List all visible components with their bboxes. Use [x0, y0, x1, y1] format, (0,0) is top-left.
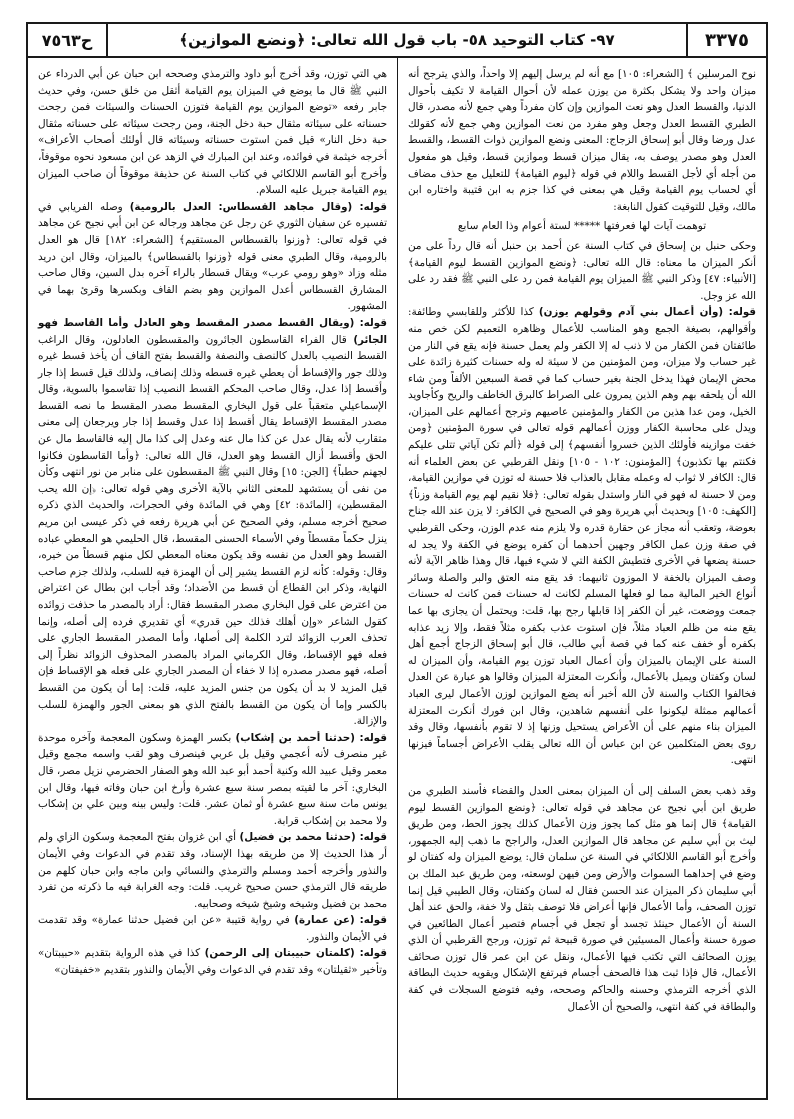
paragraph: أي ابن غزوان بفتح المعجمة وسكون الزاي ولم أر هذا الحديث إلا من طريقه بهذا الإسناد، وقد تقدم في الدعوات وفي الأيمان والنذور وأخرجه أحمد ومسلم والترمذي والنسائي وابن ماجه وابن حبان كلهم من طريقه قال الترمذي حسن صحيح غريب. قلت: وجه الغرابة فيه ما ذكرته من تفرد محمد بن فضيل وشيخه وشيخ شيخه وصحابيه. — [38, 831, 387, 910]
section-heading: قوله: (حدثنا أحمد بن إشكاب) — [235, 731, 387, 744]
paragraph: وصله الفريابي في تفسيره عن سفيان الثوري عن رجل عن مجاهد ورجاله عن ابن أبي نجيح عن مجاهد في قوله تعالى: ﴿وزنوا بالقسطاس المستقيم﴾ [الشعراء: ١٨٢] قال هو العدل بالرومية، وقال الطبري معنى قوله ﴿وزنوا بالقسطاس﴾ بالميزان، وقال ابن دريد مثله وزاد «وهو رومي عرب» ويقال قسطار بالراء آخره بدل السين، وقال صاحب المشارق القسطاس أعدل الموازين وهو بضم القاف وبكسرها وقرئ بهما في المشهور. — [38, 200, 388, 313]
left-column — [28, 58, 397, 1098]
paragraph: وقد ذهب بعض السلف إلى أن الميزان بمعنى العدل والقضاء فأسند الطبري من طريق ابن أبي نجيح عن مجاهد في قوله تعالى: ﴿ونضع الموازين القسط ليوم القيامة﴾ قال إنما هو مثل كما يجوز وزن الأعمال كذلك يجوز الحط، ومن طريق ليث بن أبي سليم عن مجاهد قال الموازين العدل، والراجح ما ذهب إليه الجمهور، وأخرج أبو القاسم اللالكائي في السنة عن سلمان قال: يوضع الميزان وله كفتان لو وضع في إحداهما السموات والأرض ومن فيهن لوسعته، ومن طريق عبد الملك بن أبي سليمان ذكر الميزان عند الحسن فقال له لسان وكفتان، وقال الطيبي قيل إنما توزن الصحف، وأما الأعمال فإنها أعراض فلا توصف بثقل ولا خفة، والحق عند أهل السنة أن الأعمال حينئذ تجسد أو تجعل في أجسام فتصير أعمال الطائعين في صورة حسنة وأعمال المسيئين في صورة قبيحة ثم توزن، ورجح القرطبي أن الذي يوزن الصحائف التي تكتب فيها الأعمال، ونقل عن ابن عمر قال توزن صحائف الأعمال، قال فإذا ثبت هذا فالصحف أجسام فيرتفع الإشكال ويقويه حديث البطاقة الذي أخرجه الترمذي وحسنه والحاكم وصححه، وفيه فتوضع السجلات في كفة والبطاقة في كفة انتهى، والصحيح أن الأعمال — [408, 784, 756, 1013]
paragraph: كذا للأكثر وللقابسي وطائفة: وأقوالهم، بصيغة الجمع وهو المناسب للأعمال وظاهره التعميم لكن خص منه طائفتان فمن الكفار من لا ذنب له إلا الكفر ولم يعمل حسنة فإنه يقع في النار من غير حساب ولا ميزان، ومن المؤمنين من لا سيئة له وله حسنات كثيرة زائدة على محض الإيمان فهذا يدخل الجنة بغير حساب كما في قصة السبعين الألفاً ومن شاء الله أن يلحقه بهم وهم الذين يمرون على الصراط كالبرق الخاطف والريح وكأجاويد الخيل، ومن عدا هذين من الكفار والمؤمنين عاصيهم وترجح أعمالهم على الميزان، ويدل على محاسبة الكفار ووزن أعمالهم قوله تعالى في سورة المؤمنين ﴿ومن خفت موازينه فأولئك الذين خسروا أنفسهم﴾ إلى قوله ﴿ألم تكن آياتي تتلى عليكم فكنتم بها تكذبون﴾ [المؤمنون: ١٠٢ - ١٠٥] ونقل القرطبي عن بعض العلماء أنه قال: الكافر لا ثواب له وعمله مقابل بالعذاب فلا حسنة له توزن في موازين القيامة، ومن لا حسنة له فهو في النار واستدل بقوله تعالى: ﴿فلا نقيم لهم يوم القيامة وزناً﴾ [الكهف: ١٠٥] وبحديث أبي هريرة وهو في الصحيح في الكافر: لا يزن عند الله جناح بعوضة، وتعقب أنه مجاز عن حقارة قدره ولا يلزم منه عدم الوزن، وحكى القرطبي في صفة وزن عمل الكافر وجهين أحدهما أن كفره يوضع في الكفة ولا يجد له حسنة يضعها في الأخرى فتطيش الكفة التي لا شيء فيها، قال وهذا ظاهر الآية لأنه وصف الميزان بالخفة لا الموزون ثانيهما: قد يقع منه العتق والبر والصلة وسائر أنواع الخير المالية مما لو فعلها المسلم لكانت له حسنات فمن كانت له حسنات جمعت ووضعت، غير أن الكفر إذا قابلها رجح بها، قلت: ويحتمل أن يجازى بها عما يقع منه من ظلم العباد مثلاً، فإن استوت عذب بكفره مثلاً فقط، وإلا زيد عذابه بكفره أو خفف عنه كما في قصة أبي طالب، قال أبو إسحاق الزجاج أجمع أهل السنة على الإيمان بالميزان وأن أعمال العباد توزن يوم القيامة، وأن الميزان له لسان وكفتان ويميل بالأعمال، وأنكرت المعتزلة الميزان وقالوا هو عبارة عن العدل فخالفوا الكتاب والسنة لأن الله أخبر أنه يضع الموازين لوزن الأعمال ليرى العباد أعمالهم ممثلة ليكونوا على أنفسهم شاهدين، وقال ابن فورك أنكرت المعتزلة الميزان بناء منهم على أن الأعراض يستحيل وزنها إذ لا تقوم بأنفسها، وقال وقد روى بعض المتكلمين عن ابن عباس أن الله تعالى يقلب الأعراض أجساماً فيزنها انتهى. — [408, 306, 756, 767]
right-column — [397, 58, 766, 1098]
hadith-reference: ح٧٥٦٣ — [28, 24, 108, 56]
paragraph: في رواية قتيبة «عن ابن فضيل حدثنا عمارة» وقد تقدمت في الأيمان والنذور. — [38, 914, 387, 943]
section-heading: قوله: (ويقال القسط مصدر المقسط وهو العادل وأما القاسط فهو الجائر) — [38, 316, 387, 346]
section-heading: قوله: (وأن أعمال بني آدم وقولهم يوزن) — [538, 306, 757, 319]
running-header — [28, 24, 766, 58]
page-number: ٣٣٧٥ — [686, 24, 766, 56]
spacer — [408, 769, 756, 783]
text-columns — [28, 58, 766, 1098]
section-heading: قوله: (كلمتان حبيبتان إلى الرحمن) — [204, 947, 387, 960]
section-heading: قوله: (وقال مجاهد القسطاس: العدل بالرومية) — [129, 200, 387, 213]
paragraph: كذا في هذه الرواية بتقديم «حبيبتان» وتأخير «ثقيلتان» وقد تقدم في الدعوات وفي الأيمان والنذور بتقديم «خفيفتان» — [38, 947, 387, 977]
chapter-title: ٩٧- كتاب التوحيد ٥٨- باب قول الله تعالى: ﴿ونضع الموازين﴾ — [179, 31, 615, 49]
page-frame — [26, 22, 768, 1100]
paragraph: نوح المرسلين ﴾ [الشعراء: ١٠٥] مع أنه لم يرسل إليهم إلا واحداً، والذي يترجح أنه ميزان واحد ولا يشكل بكثرة من يوزن عمله لأن أحوال القيامة لا تكيف بأحوال الدنيا، والقسط العدل وهو نعت الموازين وإن كان مفرداً وهي جمع لأنه مصدر، قال الطبري القسط العدل وجعل وهو مفرد من نعت الموازين وهي جمع لأنه كقولك عدل ورضا وقال أبو إسحاق الزجاج: المعنى ونضع الموازين ذوات القسط، والقسط العدل وهو مصدر يوصف به، يقال ميزان قسط وموازين قسط، وقيل هو مفعول من أجله أي لأجل القسط واللام في قوله ﴿ليوم القيامة﴾ للتعليل مع حذف مضاف أي لحساب يوم القيامة وقيل هي بمعنى في كذا جزم به ابن قتيبة واختاره ابن مالك، وقيل للتوقيت كقول النابغة: — [408, 68, 756, 213]
paragraph: هي التي توزن، وقد أخرج أبو داود والترمذي وصححه ابن حبان عن أبي الدرداء عن النبي ﷺ قال ما يوضع في الميزان يوم القيامة أثقل من خلق حسن، وفي حديث جابر رفعه «توضع الموازين يوم القيامة فتوزن الحسنات والسيئات فمن رجحت حسناته على سيئاته مثقال حبة دخل الجنة، ومن رجحت سيئاته على حسناته مثقال حبة دخل النار» قيل فمن استوت حسناته وسيئاته قال أولئك أصحاب الأعراف» أخرجه خيثمة في فوائده، وعند ابن المبارك في الزهد عن ابن مسعود نحوه موقوفاً، وأخرج أبو القاسم اللالكائي في كتاب السنة عن حذيفة موقوفاً أن صاحب الميزان يوم القيامة جبريل عليه السلام. — [38, 68, 387, 197]
poem-verse: توهمت آيات لها فعرفتها ***** لستة أعوام وذا العام سابع — [457, 220, 707, 233]
section-heading: قوله: (حدثنا محمد بن فضيل) — [239, 831, 387, 844]
paragraph: بكسر الهمزة وسكون المعجمة وآخره موحدة غير منصرف لأنه أعجمي وقيل بل عربي فينصرف وهو لقب واسمه مجمع وقيل معمر وقيل عبيد الله وكنية أحمد أبو عبد الله وهو الصفار الحضرمي نزيل مصر، قال البخاري: آخر ما لقيته بمصر سنة سبع عشرة وأرخ ابن حبان وفاته فيها، وقال ابن يونس مات سنة سبع عشرة أو ثمان عشر. قلت: وليس بينه وبين علي بن إشكاب ولا محمد بن إشكاب قرابة. — [38, 731, 387, 827]
paragraph: وحكى حنبل بن إسحاق في كتاب السنة عن أحمد بن حنبل أنه قال رداً على من أنكر الميزان ما معناه: قال الله تعالى: ﴿ونضع الموازين القسط ليوم القيامة﴾ [الأنبياء: ٤٧] وذكر النبي ﷺ الميزان يوم القيامة فمن رد على النبي ﷺ فقد رد على الله عز وجل. — [408, 239, 756, 302]
paragraph: قال الفراء القاسطون الجائرون والمقسطون العادلون، وقال الراغب القسط النصيب بالعدل كالنصف والنصفة والقسط بفتح القاف أن يأخذ قسط غيره وذلك جور والإقساط أن يعطي غيره قسطه وذلك إنصاف، ولذلك قيل قسط إذا جار وأقسط إذا عدل، وقال صاحب المحكم القسط النصيب إذا تقاسموا بالسوية، وقال الإسماعيلي متعقباً على قول البخاري المقسط مصدر المقسط ما نصه القسط مصدر المقسط الإقساط يقال أقسط إذا عدل وقسط إذا جار ويرجعان إلى معنى متقارب لأنه يقال عدل عن كذا مال عنه وعدل إلى كذا مال إليه فالقاسط مال عن الحق وأقسط أزال القسط وهو العدل، قال الله تعالى: ﴿وأما القاسطون فكانوا لجهنم حطباً﴾ [الجن: ١٥] وقال النبي ﷺ المقسطون على منابر من نور انتهى وكأن من نفى أن يستشهد للمعنى الثاني بالآية الأخرى وهي قوله تعالى: ﴿إن الله يحب المقسطين﴾ [المائدة: ٤٢] وهي في المائدة وفي الحجرات، والحديث الذي ذكره صحيح أخرجه مسلم، وفي الصحيح عن أبي هريرة رفعه في ذكر عيسى ابن مريم ينزل حكماً مقسطاً وفي الأسماء الحسنى المقسط، قال الحليمي هو المعطي عباده القسط وهو العدل من نفسه وقد يكون معناه المعطي لكل منهم قسطاً من خيره، وقال: وقوله: كأنه لزم القسط يشير إلى أن الهمزة فيه للسلب، ولذلك جزم صاحب النهاية، وذكر ابن القطاع أن قسط من الأضداد؛ وقد أجاب ابن بطال عن اعتراض من اعترض على قول البخاري مصدر المقسط فقال: أراد بالمصدر ما حذفت زوائده كقول الشاعر «وإن أهلك فذلك حين قدري» أي تقديري فرده إلى أصله، وإنما تحذف العرب الزوائد لترد الكلمة إلى أصلها، وأما المصدر المقسط الجاري على فعله فهو الإقساط، وقال الكرماني المراد بالمصدر المحذوف الزوائد نظراً إلى أصله، فهو مصدر مصدره إذا لا خفاء أن المصدر الجاري على فعله هو الإقساط فإن قيل المزيد لا بد أن يكون من جنس المزيد عليه، قلت: إما أن يكون من القسط بالكسر وإما أن يكون من القسط بالفتح الذي هو بمعنى الجور والهمزة للسلب والإزالة. — [38, 333, 388, 728]
section-heading: قوله: (عن عمارة) — [294, 914, 387, 927]
